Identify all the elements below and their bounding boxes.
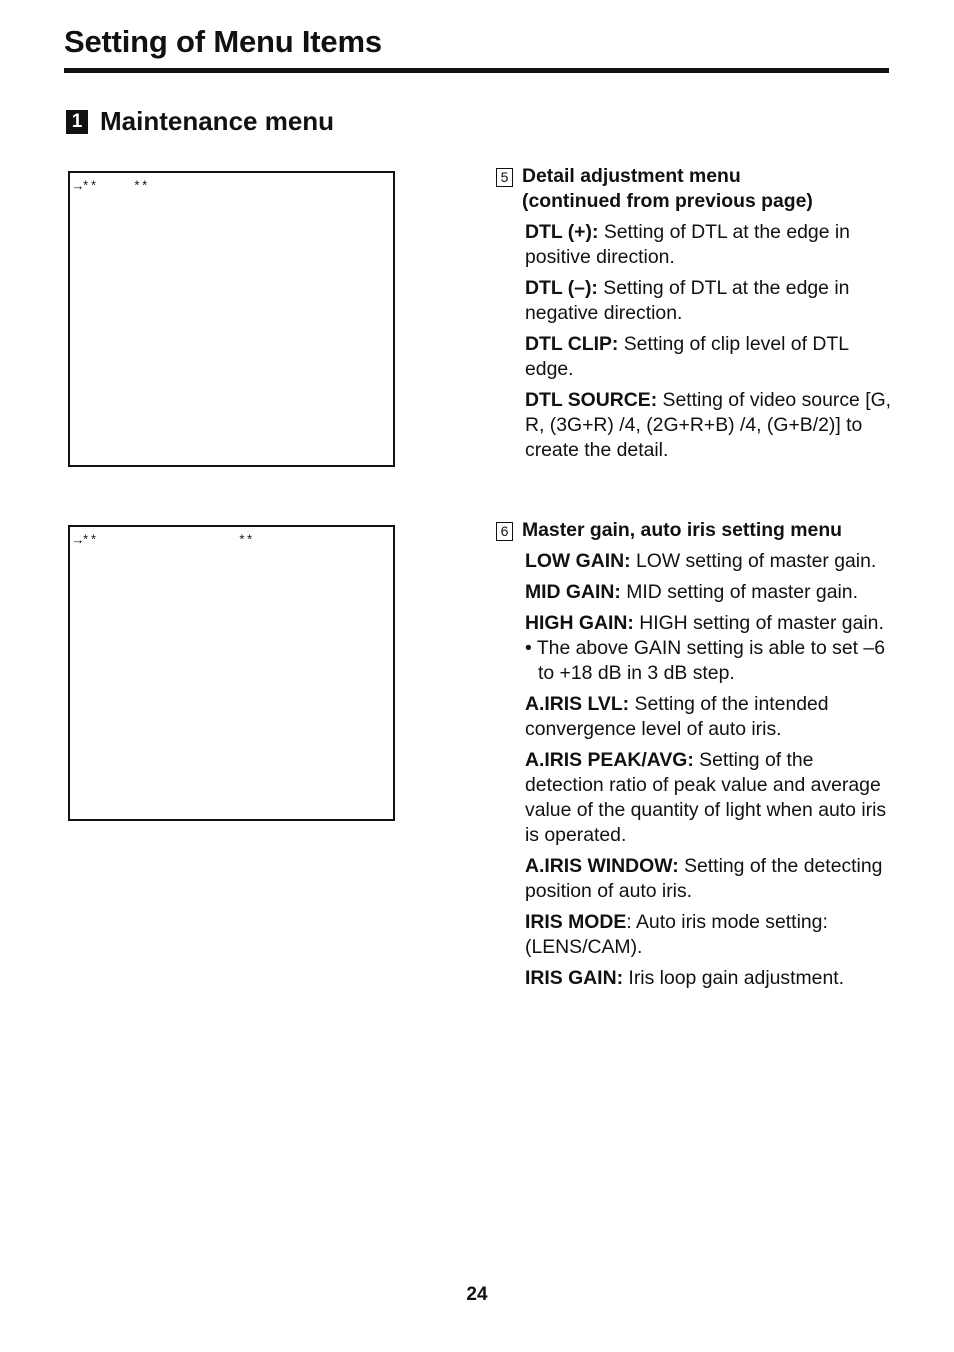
screen-caption-left: →**	[74, 533, 98, 548]
subsection-number-box: 6	[496, 522, 513, 541]
gain-note: • The above GAIN setting is able to set –6 to +18 dB in 3 dB step.	[525, 637, 885, 684]
item-dtl-source	[525, 388, 896, 463]
menu-screen-box-detail	[68, 171, 395, 467]
item-iris-peak-avg	[525, 748, 896, 848]
item-description: : Auto iris mode setting: (LENS/CAM).	[525, 911, 828, 958]
item-term: MID GAIN:	[525, 581, 621, 603]
item-description: Setting of the detection ratio of peak value and average value of the quantity of light when auto iris is operated.	[525, 749, 887, 846]
item-term: LOW GAIN:	[525, 550, 631, 572]
item-term: HIGH GAIN:	[525, 612, 634, 634]
item-description: LOW setting of master gain.	[630, 550, 877, 572]
item-term: IRIS MODE	[525, 911, 627, 933]
item-term: IRIS GAIN:	[525, 967, 624, 989]
item-description: HIGH setting of master gain.	[633, 612, 884, 634]
item-high-gain	[525, 611, 896, 636]
item-term: DTL (–):	[525, 277, 598, 299]
subsection-heading	[496, 518, 896, 543]
item-description: Setting of DTL at the edge in positive direction.	[525, 221, 850, 268]
item-iris-window	[525, 854, 896, 904]
section-number-badge: 1	[66, 110, 88, 134]
item-description: MID setting of master gain.	[620, 581, 858, 603]
item-term: DTL SOURCE:	[525, 389, 658, 411]
item-term: DTL CLIP:	[525, 333, 619, 355]
subsection-title: Master gain, auto iris setting menu	[522, 519, 843, 541]
subsection-heading	[496, 164, 896, 214]
item-iris-gain	[525, 966, 896, 991]
subsection-title: Detail adjustment menu	[522, 165, 741, 187]
screen-caption-right: **	[238, 533, 254, 548]
page-number: 24	[466, 1284, 488, 1305]
item-description: Iris loop gain adjustment.	[623, 967, 845, 989]
item-description: Setting of DTL at the edge in negative direction.	[525, 277, 850, 324]
screen-caption-right: **	[133, 179, 149, 194]
subsection-detail-adjustment	[496, 164, 896, 463]
title-divider	[64, 68, 889, 73]
item-mid-gain	[525, 580, 896, 605]
menu-screen-box-gain	[68, 525, 395, 821]
section-heading	[66, 106, 334, 137]
page-title: Setting of Menu Items	[64, 24, 382, 59]
item-term: A.IRIS WINDOW:	[525, 855, 679, 877]
item-term: A.IRIS PEAK/AVG:	[525, 749, 694, 771]
item-iris-mode	[525, 910, 896, 960]
subsection-title-continued: (continued from previous page)	[522, 190, 813, 212]
item-dtl-clip	[525, 332, 896, 382]
item-description: Setting of video source [G, R, (3G+R) /4, (2G+R+B) /4, (G+B/2)] to create the detail.	[525, 389, 892, 461]
section-title: Maintenance menu	[100, 106, 335, 136]
item-iris-lvl	[525, 692, 896, 742]
screen-caption-left: →**	[74, 179, 98, 194]
item-description: Setting of the detecting position of auto iris.	[525, 855, 883, 902]
item-description: Setting of clip level of DTL edge.	[525, 333, 849, 380]
item-dtl-plus	[525, 220, 896, 270]
item-description: Setting of the intended convergence level of auto iris.	[525, 693, 829, 740]
subsection-master-gain	[496, 518, 896, 991]
item-low-gain	[525, 549, 896, 574]
item-term: DTL (+):	[525, 221, 599, 243]
subsection-number-box: 5	[496, 168, 513, 187]
item-dtl-minus	[525, 276, 896, 326]
item-term: A.IRIS LVL:	[525, 693, 630, 715]
